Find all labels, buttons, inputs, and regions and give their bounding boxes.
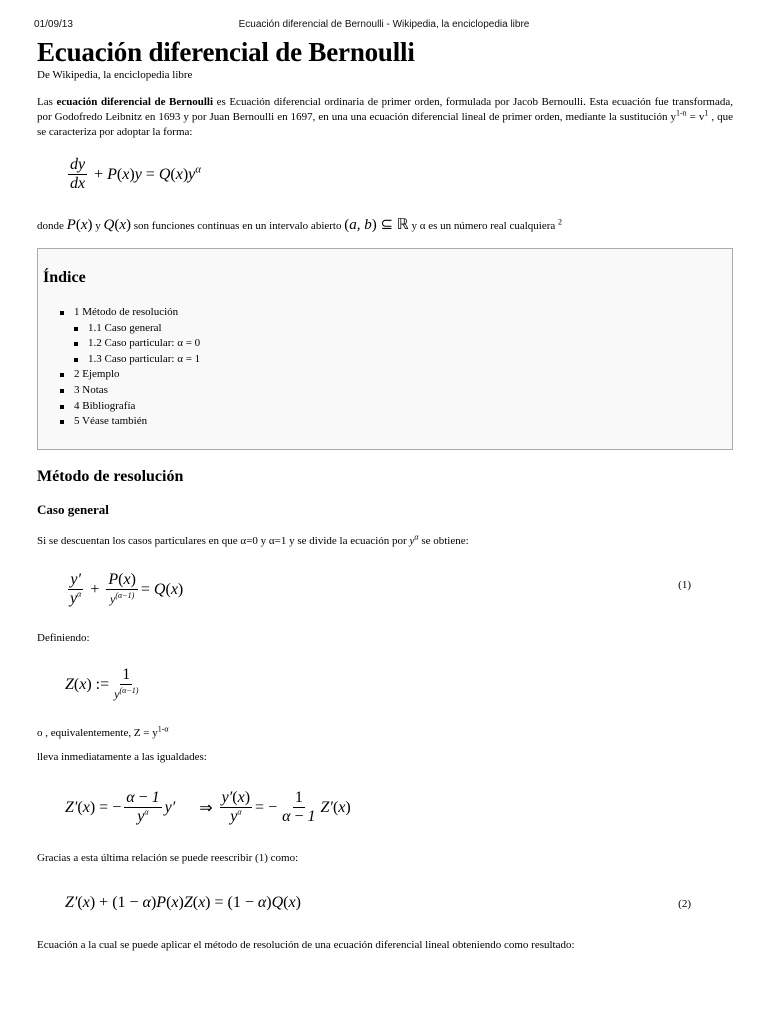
toc-item-vease[interactable]: 5 Véase también (60, 414, 200, 430)
toc-item-metodo[interactable]: 1 Método de resolución (60, 305, 200, 321)
equation-z-derivative: Z′(x) = − $\frac{\alpha - 1}{y^\alpha}$ y′ ⇒ $\frac{y'(x)}{y^\alpha}$ = − $\frac{1}{\alpha - 1}$ Z′(x) (65, 789, 351, 825)
toc-item-caso-general[interactable]: 1.1 Caso general (74, 321, 200, 337)
equation-2-number: (2) (678, 898, 691, 910)
donde-paragraph: donde P(x) y Q(x) son funciones continuas en un intervalo abierto (a, b) ⊆ ℝ y α es un número real cualquiera $^2$ (37, 217, 563, 233)
section-metodo-heading: Método de resolución (37, 468, 184, 485)
ecuacion-text: Ecuación a la cual se puede aplicar el método de resolución de una ecuación diferencial lineal obteniendo como resultado: (37, 939, 575, 951)
toc-item-notas[interactable]: 3 Notas (60, 383, 200, 399)
equiv-pre: o , equivalentemente, Z = y (37, 727, 158, 739)
print-header (34, 19, 734, 33)
equation-1-number: (1) (678, 579, 691, 591)
p1-post: se obtiene: (418, 535, 469, 547)
intro-eq: = v (686, 111, 705, 123)
intro-mid: es Ecuación diferencial ordinaria de primer orden, formulada por Jacob Bernoulli. Esta ecuación fue transformada, por Godofredo Leibnitz en 1693 y por Juan Bernoulli en 1697, en una una ecuación diferencial lineal de primer orden, mediante la sustitución y (37, 96, 734, 123)
toc-item-ejemplo[interactable]: 2 Ejemplo (60, 367, 200, 383)
toc-list (60, 305, 200, 430)
toc-item-caso-alpha0[interactable]: 1.2 Caso particular: α = 0 (74, 336, 200, 352)
intro-sup1: 1-n (675, 108, 687, 118)
table-of-contents (37, 248, 733, 450)
intro-pre: Las (37, 96, 57, 108)
caso-general-paragraph: Si se descuentan los casos particulares en que α=0 y α=1 y se divide la ecuación por $y^\alpha$ se obtiene: (37, 532, 469, 547)
toc-sublist (60, 321, 200, 368)
intro-sup2: 1 (704, 108, 709, 118)
equiv-sup: 1-α (157, 724, 169, 734)
equation-z-definition: Z(x) := $\frac{1}{y^{(\alpha-1)}}$ (65, 666, 139, 701)
equation-1: $\frac{y'}{y^\alpha}$ + $\frac{P(x)}{y^{(\alpha-1)}}$ = Q(x) (1) (70, 571, 691, 607)
definiendo-text: Definiendo: (37, 632, 90, 644)
donde-y: y (92, 220, 104, 232)
toc-item-caso-alpha1[interactable]: 1.3 Caso particular: α = 1 (74, 352, 200, 368)
print-date: 01/09/13 (34, 19, 73, 30)
gracias-text: Gracias a esta última relación se puede reescribir (1) como: (37, 852, 299, 864)
equation-2: Z′(x) + (1 − α)P(x)Z(x) = (1 − α)Q(x) (2) (65, 894, 691, 911)
article-content (37, 36, 733, 953)
p1-pre: Si se descuentan los casos particulares en que α=0 y α=1 y se divide la ecuación por (37, 535, 410, 547)
ref-2-link[interactable]: 2 (558, 217, 563, 227)
equivalentemente-text (37, 726, 733, 741)
article-source: De Wikipedia, la enciclopedia libre (37, 69, 193, 81)
toc-title: Índice (43, 269, 86, 286)
intro-post: , que se caracteriza por adoptar la forma: (37, 111, 733, 138)
donde-pre: donde (37, 220, 67, 232)
lleva-text: lleva inmediatamente a las igualdades: (37, 751, 207, 763)
article-title: Ecuación diferencial de Bernoulli (37, 37, 415, 67)
bernoulli-equation: $\frac{dy}{dx}$ + $P(x)y = Q(x)y^\alpha$ (70, 156, 202, 192)
toc-sublist-wrapper (60, 321, 200, 368)
toc-item-bibliografia[interactable]: 4 Bibliografía (60, 399, 200, 415)
section-caso-general-heading: Caso general (37, 502, 109, 517)
donde-mid: son funciones continuas en un intervalo abierto (131, 220, 345, 232)
donde-post: y α es un número real cualquiera (408, 220, 559, 232)
intro-bold-term[interactable]: ecuación diferencial de Bernoulli (56, 96, 214, 108)
intro-paragraph (37, 95, 733, 140)
print-title: Ecuación diferencial de Bernoulli - Wikipedia, la enciclopedia libre (238, 19, 530, 30)
